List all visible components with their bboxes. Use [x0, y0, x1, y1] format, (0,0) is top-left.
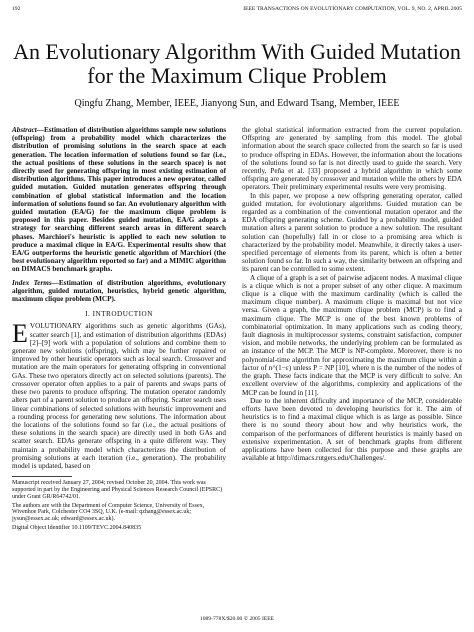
footnote-rule	[12, 476, 72, 477]
page-number: 192	[12, 6, 21, 12]
index-terms-label: Index Terms—	[12, 278, 59, 287]
footnote-affiliation: The authors are with the Department of Computer Science, University of Essex, Wivenhoe Park, Colchester CO4 3SQ, U.K. (e-mail: qzhang@essex.ac.uk; jysun@essex.ac.uk; edward@essex.ac.uk).	[12, 502, 205, 523]
journal-header: IEEE TRANSACTIONS ON EVOLUTIONARY COMPUTATION, VOL. 9, NO. 2, APRIL 2005	[243, 6, 462, 12]
left-column	[12, 126, 226, 534]
index-terms	[12, 279, 226, 304]
footnote-doi: Digital Object Identifier 10.1109/TEVC.2004.840835	[12, 524, 142, 531]
running-header	[12, 6, 462, 12]
abstract	[12, 126, 226, 274]
copyright-line: 1089-778X/$20.00 © 2005 IEEE	[199, 616, 275, 622]
section-heading: I. INTRODUCTION	[85, 310, 153, 319]
index-terms-text: Estimation of distribution algorithms, evolutionary algorithm, guided mutation, heuristics, hybrid genetic algorithm, maximum clique problem (MCP).	[12, 278, 226, 304]
right-paragraph: Due to the inherent difficulty and importance of the MCP, considerable efforts have been devoted to developing heuristics for it. The aim of heuristics is to find a maximal clique which is as large as possible. Since there is no sound theory about how and why heuristics work, the comparison of the performances of different heuristics is mainly based on extensive experimentation. A set of benchmark graphs from different applications have been collected for this purpose and these graphs are available at http://dimacs.rutgers.edu/Challenges/.	[242, 396, 462, 463]
footnotes	[12, 480, 226, 532]
paper-title: An Evolutionary Algorithm With Guided Mutation for the Maximum Clique Problem	[13, 39, 461, 88]
abstract-text: Estimation of distribution algorithms sample new solutions (offspring) from a probability model which characterizes the distribution of promising solutions in the search space at each generation. The location information of solutions found so far (i.e., the actual positions of these solutions in the search space) is not directly used for generating offspring in most existing estimation of distribution algorithms. This paper introduces a new operator, called guided mutation. Guided mutation generates offspring through combination of global statistical information and the location information of solutions found so far. An evolutionary algorithm with guided mutation (EA/G) for the maximum clique problem is proposed in this paper. Besides guided mutation, EA/G adopts a strategy for searching different search areas in different search phases. Marchiori's heuristic is applied to each new solution to produce a maximal clique in EA/G. Experimental results show that EA/G outperforms the heuristic genetic algorithm of Marchiori (the best evolutionary algorithm reported so far) and a MIMIC algorithm on DIMACS benchmark graphs.	[12, 126, 226, 274]
right-column	[242, 126, 462, 462]
right-paragraph: A clique of a graph is a set of pairwise adjacent nodes. A maximal clique is a clique which is not a proper subset of any other clique. A maximum clique is a clique with the maximum cardinality (which is called the maximum clique number). A maximum clique is maximal but not vice versa. Given a graph, the maximum clique problem (MCP) is to find a maximum clique. The MCP is one of the best known problems of combinatorial optimization. In many applications such as coding theory, fault diagnosis in multiprocessor systems, constraint satisfaction, computer vision, and mobile networks, the underlying problem can be formulated as an instance of the MCP. The MCP is NP-complete. Moreover, there is no polynomial-time algorithm for approximating the maximum clique within a factor of n^(1−ε) unless P = NP [10], where n is the number of the nodes of the graph. These facts indicate that the MCP is very difficult to solve. An excellent overview of the algorithms, complexity and applications of the MCP can be found in [11].	[242, 273, 462, 397]
right-paragraph: the global statistical information extracted from the current population. Offspring are generated by sampling from this model. The global information about the search space collected from the search so far is used to produce offspring in EDAs. However, the information about the locations of the solutions found so far is not directly used to guide the search. Very recently, Peña et al. [33] proposed a hybrid algorithm in which some offspring are generated by crossover and mutation while the others by EDA operators. Their preliminary experimental results were very promising.	[242, 126, 462, 192]
author-line: Qingfu Zhang, Member, IEEE, Jianyong Sun, and Edward Tsang, Member, IEEE	[74, 98, 400, 109]
drop-cap: E	[12, 319, 28, 349]
right-paragraph: In this paper, we propose a new offspring generating operator, called guided mutation, for evolutionary algorithms. Guided mutation can be regarded as a combination of the conventional mutation operator and the EDA offspring generating scheme. Guided by a probability model, guided mutation alters a parent solution to produce a new solution. The resultant solution can (hopefully) fall in or close to a promising area which is characterized by the probability model. Meanwhile, it directly takes a user-specified percentage of elements from its parent, which is often a better solution found so far. In such a way, the similarity between an offspring and its parent can be controlled to some extent.	[242, 191, 462, 274]
introduction-paragraph	[12, 319, 226, 470]
abstract-label: Abstract—	[12, 126, 44, 134]
introduction-text: VOLUTIONARY algorithms such as genetic algorithms (GAs), scatter search [1], and estimation of distribution algorithms (EDAs) [2]–[9] work with a population of solutions and combine them to generate new solutions (offspring), which may be further repaired or improved by other heuristic operators such as local search. Crossover and mutation are the main operators for generating offspring in conventional GAs. These two operators directly act on selected solutions (parents). The crossover operator often applies to a pair of parents and swaps parts of these two parents to produce offspring. The mutation operator randomly alters part of a parent solution to produce an offspring. Scatter search uses linear combinations of selected solutions with heuristic improvement and a rounding process for generating new solutions. The information about the locations of the solutions found so far (i.e., the actual positions of these solutions in the search space) are directly used in both GAs and scatter search. EDAs generate offspring in a quite different way. They maintain a probability model which characterizes the distribution of promising solutions at each iteration (i.e., generation). The probability model is updated, based on	[12, 322, 226, 470]
footnote-manuscript: Manuscript received January 27, 2004; revised October 20, 2004. This work was supported in part by the Engineering and Physical Sciences Research Council (EPSRC) under Grant GR/R64742/01.	[12, 480, 223, 500]
